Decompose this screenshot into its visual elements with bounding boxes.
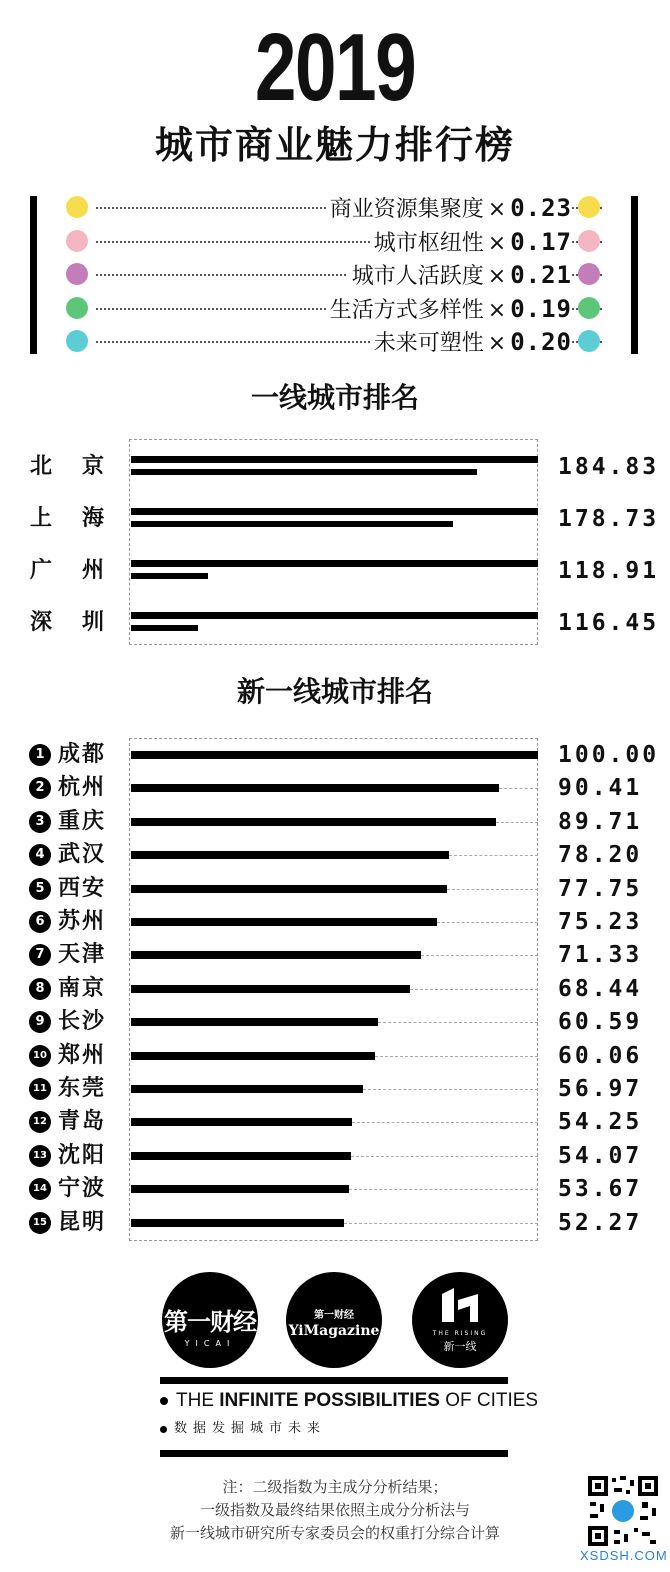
newtier1-bar — [131, 985, 410, 993]
newtier1-city-label: 东莞 — [58, 1076, 107, 1101]
weight-value: 0.21 — [510, 261, 572, 289]
newtier1-dashed-guide — [349, 1189, 538, 1190]
newtier1-bar — [131, 851, 449, 859]
newtier1-dashed-guide — [449, 855, 538, 856]
newtier1-bar — [131, 885, 447, 893]
newtier1-city-label: 西安 — [58, 875, 107, 901]
yicai-logo-sub: YICAI — [184, 1339, 236, 1348]
newtier1-dashed-guide — [378, 1022, 538, 1023]
weight-dot-right — [578, 263, 600, 285]
newtier1-value: 53.67 — [558, 1176, 643, 1203]
weight-row — [66, 328, 602, 356]
rank-badge: 10 — [29, 1045, 51, 1067]
slogan-cn-bullet — [160, 1426, 167, 1433]
weight-row — [66, 295, 602, 323]
rank-badge: 2 — [29, 777, 51, 799]
rank-badge: 13 — [29, 1145, 51, 1167]
slogan-bullet — [160, 1397, 168, 1405]
rank-badge: 3 — [29, 811, 51, 833]
newtier1-city-label: 沈阳 — [58, 1142, 107, 1168]
weight-times: × — [487, 264, 507, 289]
newtier1-city-label: 昆明 — [58, 1209, 107, 1235]
weight-dot-left — [66, 263, 88, 285]
rank-badge: 7 — [29, 944, 51, 966]
newtier1-value: 77.75 — [558, 875, 643, 902]
qr-code-icon — [586, 1474, 660, 1548]
weight-times: × — [487, 331, 507, 356]
newtier1-city-label: 青岛 — [58, 1109, 107, 1135]
weight-dot-right — [578, 297, 600, 319]
note-line-2: 一级指数及最终结果依照主成分分析法与 — [199, 1501, 470, 1519]
newtier1-bar — [131, 918, 437, 926]
legend-right-rule — [631, 196, 638, 354]
newtier1-dashed-guide — [344, 1223, 538, 1224]
weight-value: 0.20 — [510, 328, 572, 356]
weight-times: × — [487, 230, 507, 256]
newtier1-value: 71.33 — [558, 942, 643, 969]
tier1-value: 184.83 — [558, 454, 660, 480]
newtier1-bar — [131, 1052, 375, 1060]
weight-label: 生活方式多样性 — [329, 297, 484, 323]
newtier1-value: 100.00 — [558, 742, 660, 768]
newtier1-bar — [131, 751, 538, 759]
weight-text — [370, 228, 572, 256]
tier1-sub-bar — [131, 521, 453, 527]
tier1-bar — [131, 508, 538, 515]
rank-badge: 15 — [29, 1212, 51, 1234]
note-line-3: 新一线城市研究所专家委员会的权重打分综合计算 — [169, 1524, 500, 1542]
newtier1-value: 60.06 — [558, 1042, 643, 1069]
note-line-1: 注：二级指数为主成分分析结果； — [222, 1478, 448, 1496]
newtier1-value: 75.23 — [558, 909, 643, 935]
newtier1-city-label: 重庆 — [58, 808, 107, 834]
rank-badge: 6 — [29, 911, 51, 933]
newtier1-city-label: 成都 — [58, 742, 107, 767]
newtier1-value: 90.41 — [558, 775, 643, 802]
newtier1-city-label: 长沙 — [58, 1009, 107, 1035]
newtier1-bar — [131, 1085, 363, 1093]
weight-label: 商业资源集聚度 — [329, 197, 484, 222]
newtier1-bar — [131, 1152, 351, 1160]
page-title: 城市商业魅力排行榜 — [154, 123, 515, 167]
weight-row — [66, 261, 602, 289]
weight-times: × — [487, 297, 507, 323]
newtier1-bar — [131, 1118, 352, 1126]
weight-dot-left — [66, 230, 88, 252]
newtier1-bar — [131, 1185, 349, 1193]
xinyixian-logo-text: 新一线 — [443, 1340, 477, 1353]
rank-badge: 4 — [29, 844, 51, 866]
newtier1-bar — [131, 1018, 378, 1026]
qr-code — [586, 1474, 660, 1548]
rank-badge: 8 — [29, 978, 51, 1000]
tier1-sub-bar — [131, 573, 208, 579]
newtier1-bar — [131, 1219, 344, 1227]
tier1-sub-bar — [131, 625, 198, 631]
weight-text — [348, 261, 572, 289]
tier1-city-label: 广 州 — [30, 558, 109, 583]
tier1-value: 116.45 — [558, 610, 660, 636]
weight-dot-right — [578, 330, 600, 352]
newtier1-value: 52.27 — [558, 1209, 643, 1236]
weight-label: 城市人活跃度 — [351, 264, 484, 289]
newtier1-value: 78.20 — [558, 842, 643, 869]
legend-left-rule — [30, 196, 37, 354]
yimagazine-logo-text: YiMagazine — [288, 1323, 380, 1339]
watermark: XSDSH.COM — [580, 1548, 668, 1563]
newtier1-title: 新一线城市排名 — [236, 675, 433, 708]
xinyixian-logo-tag: THE RISING — [432, 1330, 488, 1337]
newtier1-dashed-guide — [410, 989, 538, 990]
newtier1-city-label: 天津 — [58, 942, 107, 968]
weight-text — [326, 295, 572, 323]
weight-times: × — [487, 197, 507, 222]
newtier1-dashed-guide — [375, 1056, 538, 1057]
weight-value: 0.19 — [510, 294, 572, 323]
tier1-value: 178.73 — [558, 506, 660, 532]
newtier1-bar — [131, 951, 421, 959]
tier1-value: 118.91 — [558, 558, 660, 584]
rank-badge: 12 — [29, 1111, 51, 1133]
newtier1-dashed-guide — [421, 955, 538, 956]
weight-text — [370, 328, 572, 356]
newtier1-city-label: 南京 — [58, 975, 107, 1001]
newtier1-city-label: 郑州 — [58, 1042, 107, 1068]
rank-badge: 9 — [29, 1011, 51, 1033]
newtier1-value: 56.97 — [558, 1076, 643, 1102]
rank-badge: 5 — [29, 878, 51, 900]
tier1-city-label: 深 圳 — [30, 610, 109, 635]
yimagazine-logo — [286, 1272, 382, 1368]
newtier1-value: 68.44 — [558, 975, 643, 1002]
newtier1-dashed-guide — [352, 1122, 538, 1123]
newtier1-dashed-guide — [499, 788, 538, 789]
newtier1-city-label: 宁波 — [58, 1176, 107, 1202]
yicai-logo — [162, 1272, 258, 1368]
xinyixian-logo — [412, 1272, 508, 1368]
weight-dot-left — [66, 196, 88, 218]
tier1-city-label: 上 海 — [30, 506, 109, 531]
slogan-en: THE INFINITE POSSIBILITIES OF CITIES — [176, 1390, 539, 1411]
weight-dot-right — [578, 230, 600, 252]
slogan-top-rule — [160, 1377, 508, 1384]
newtier1-city-label: 杭州 — [58, 775, 107, 801]
newtier1-bar — [131, 784, 499, 792]
year-heading: 2019 — [254, 14, 416, 121]
slogan-bottom-rule — [160, 1450, 508, 1457]
newtier1-dashed-guide — [437, 922, 538, 923]
weight-row — [66, 228, 602, 256]
newtier1-value: 89.71 — [558, 808, 643, 835]
tier1-bar — [131, 456, 538, 463]
xinyixian-mark-icon — [412, 1272, 508, 1332]
tier1-bar — [131, 560, 538, 567]
slogan-cn: 数据发掘城市未来 — [174, 1421, 327, 1436]
tier1-bar — [131, 612, 538, 619]
weight-value: 0.17 — [510, 227, 572, 256]
rank-badge: 14 — [29, 1178, 51, 1200]
weight-label: 城市枢纽性 — [373, 230, 484, 256]
rank-badge: 1 — [29, 744, 51, 766]
newtier1-value: 54.25 — [558, 1109, 643, 1136]
rank-badge: 11 — [29, 1078, 51, 1100]
newtier1-city-label: 武汉 — [58, 842, 107, 868]
newtier1-bar — [131, 818, 496, 826]
newtier1-dashed-guide — [496, 822, 538, 823]
weight-row — [66, 194, 602, 222]
tier1-sub-bar — [131, 469, 477, 475]
weight-dot-right — [578, 196, 600, 218]
newtier1-dashed-guide — [447, 889, 538, 890]
newtier1-value: 54.07 — [558, 1142, 643, 1169]
yimagazine-logo-top: 第一财经 — [314, 1310, 354, 1321]
weight-value: 0.23 — [510, 194, 572, 222]
tier1-title: 一线城市排名 — [250, 381, 419, 414]
newtier1-dashed-guide — [363, 1089, 538, 1090]
yicai-logo-text: 第一财经 — [164, 1308, 256, 1336]
weight-dot-left — [66, 330, 88, 352]
newtier1-city-label: 苏州 — [58, 909, 107, 934]
weight-label: 未来可塑性 — [373, 331, 484, 356]
weight-dot-left — [66, 297, 88, 319]
newtier1-value: 60.59 — [558, 1009, 643, 1036]
weight-text — [326, 194, 572, 222]
tier1-city-label: 北 京 — [30, 454, 109, 479]
newtier1-dashed-guide — [351, 1156, 538, 1157]
